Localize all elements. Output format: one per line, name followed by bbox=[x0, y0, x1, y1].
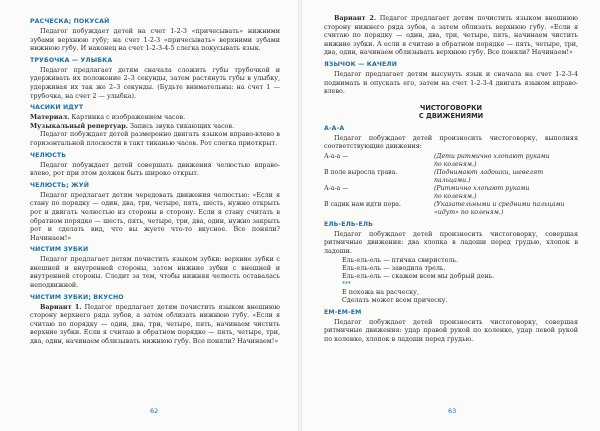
section-heading-chistim-zubki-vkusno: ЧИСТИМ ЗУБКИ; ВКУСНО bbox=[30, 293, 124, 301]
music-text: Запись звука тикающих часов. bbox=[127, 121, 235, 130]
material-label: Материал. bbox=[30, 113, 70, 122]
poem-line: Е похожа на расческу, bbox=[342, 287, 419, 296]
asterism: *** bbox=[342, 280, 351, 288]
section-text-chelyust: Педагог побуждает детей совершать движения челюстью вправо-влево, рот при этом должен быть широко открыт. bbox=[30, 160, 280, 178]
variant-2-label: Вариант 2. bbox=[334, 14, 377, 22]
verse-table bbox=[324, 153, 578, 217]
section-heading-em-em-em: ЕМ-ЕМ-ЕМ bbox=[324, 308, 362, 316]
poem-line: Сделать может всем прическу. bbox=[342, 296, 448, 305]
section-text-rascheska: Педагог побуждает детей на счет 1-2-3 «причесывать» нижними зубами верхнюю губу; на счет 1-2-3 «причесывать» верхними зубами нижнюю губу. И наконец на счет 1-2-3-4-5 слегка покусывать язык. bbox=[30, 27, 280, 53]
poem-line: Ель-ель-ель — птичка свиристель. bbox=[342, 255, 458, 264]
variant-1-label: Вариант 1. bbox=[40, 302, 82, 311]
section-text-chelyust-zhuy: Педагог предлагает детям чередовать движения челюстью: «Если я стану по порядку — один, два, три, четыре, пять, шесть, нужно открыть рот и двигать челюстью из стороны в сторону. Если я стану считать в обратном порядке — шесть, пять, четыре, три, два, один, нужно закрыть рот и сделать вид, что вы жуете что-то вкусное. Все поняли? Начинаем!» bbox=[30, 190, 280, 242]
music-label: Музыкальный репертуар. bbox=[30, 121, 128, 130]
music-line bbox=[30, 122, 280, 131]
left-column bbox=[30, 14, 280, 346]
poem-line: Ель-ель-ель — заводила трель. bbox=[342, 263, 446, 272]
verse-row: «идут» по коленям.) bbox=[434, 208, 504, 216]
section-heading-chelyust-zhuy: ЧЕЛЮСТЬ; ЖУЙ bbox=[30, 181, 90, 189]
page-number-right: 63 bbox=[448, 407, 457, 415]
verse-row: В садик нам идти пора. (Указательными и средними пальцами bbox=[324, 200, 565, 208]
section-text-em-em-em: Педагог побуждает детей произносить чистоговорку, совершая ритмичные движения: удар правой рукой по коленке, удар левой рукой по коленке, хлопок в ладоши перед грудью. bbox=[324, 317, 578, 343]
verse-row: А-а-а — (Ритмично хлопают руками bbox=[324, 184, 530, 192]
section-heading-el-el-el: ЕЛЬ-ЕЛЬ-ЕЛЬ bbox=[324, 220, 374, 228]
chapter-title-line-1: ЧИСТОГОВОРКИ bbox=[420, 103, 482, 112]
section-heading-chistim-zubki: ЧИСТИМ ЗУБКИ bbox=[30, 246, 89, 254]
material-text: Картинка с изображением часов. bbox=[69, 113, 186, 122]
section-text-chistim-zubki: Педагог предлагает детям почистить языком зубки: верхние зубки с внешней и внутренней стороны, затем нижние зубки с внешней и внутренней стороны. Следит за тем, чтобы нижняя челюсть оставалась неподвижной. bbox=[30, 255, 280, 290]
section-intro-el-el-el: Педагог побуждает детей произносить чистоговорку, совершая ритмичные движения: два хлопка в ладоши перед грудью, хлопок в ладоши. bbox=[324, 229, 578, 255]
section-heading-a-a-a: А-А-А bbox=[324, 124, 345, 132]
section-intro-a-a-a: Педагог побуждает детей произносить чистоговорку, выполняя соответствующие движения: bbox=[324, 133, 578, 151]
poem-line: Ель-ель-ель — скажем всем мы добрый день. bbox=[342, 272, 495, 281]
verse-row: В поле выросла трава. (Поднимают ладошки, шевелят пальцами.) bbox=[324, 168, 544, 184]
right-page bbox=[302, 0, 600, 431]
verse-row: по коленям.) bbox=[434, 192, 477, 200]
verse-row: по коленям.) bbox=[434, 160, 477, 168]
left-page bbox=[0, 0, 298, 431]
verse-row: А-а-а — (Дети ритмично хлопают руками bbox=[324, 152, 550, 160]
right-column bbox=[324, 14, 578, 343]
page-number-left: 62 bbox=[150, 407, 159, 415]
variant-2-text: Педагог предлагает детям почистить языком внешнюю сторону нижнего ряда зубов, а затем облизать верхнюю губу. «Если я считаю по порядку — один, два, три, четыре, пять, начинаем чистить нижние зубки. А если я считаю в обратном порядке — пять, четыре, три, два, один, начинаем облизывать верхнюю губу. Все поняли? Начинаем!» bbox=[324, 14, 578, 57]
section-text-chasiki: Педагог побуждает детей размеренно двигать языком вправо-влево в горизонтальной плоскости в такт тиканью часов. Рот слегка приоткрыт. bbox=[30, 130, 280, 147]
chapter-title bbox=[324, 104, 578, 121]
section-heading-trubochka: ТРУБОЧКА — УЛЫБКА bbox=[30, 56, 113, 64]
variant-1-text: Педагог предлагает детям почистить языком внешнюю сторону верхнего ряда зубов, а затем облизать нижнюю губу. «Если я считаю по порядку — один, два, три, четыре, пять, начинаем чистить верхние зубки. Если я считаю в обратном порядке — пять, четыре, три, два, один, начинаем облизывать нижнюю губу. Все поняли? Начинаем!» bbox=[30, 302, 280, 346]
section-text-trubochka: Педагог предлагает детям сначала сложить губы трубочкой и удерживать их положение 2–3 секунды, затем растянуть губы в улыбку, удерживая их так же 2–3 секунды. (Будьте внимательны: на счет 1 — трубочка, на счет 2 — улыбка). bbox=[30, 65, 280, 100]
section-heading-chelyust: ЧЕЛЮСТЬ bbox=[30, 151, 67, 159]
section-heading-yazychok: ЯЗЫЧОК — КАЧЕЛИ bbox=[324, 60, 398, 68]
section-heading-rascheska: РАСЧЕСКА; ПОКУСАЙ bbox=[30, 18, 110, 25]
variant-1-paragraph bbox=[30, 303, 280, 346]
section-heading-chasiki: ЧАСИКИ ИДУТ bbox=[30, 104, 84, 112]
section-text-yazychok: Педагог предлагает детям высунуть язык и сначала на счет 1-2-3-4 поднимать и опускать его, затем на счет 1-2-3-4 двигать языком вправо-влево. bbox=[324, 69, 578, 96]
material-line bbox=[30, 113, 280, 122]
chapter-title-line-2: С ДВИЖЕНИЯМИ bbox=[418, 112, 484, 121]
variant-2-paragraph bbox=[324, 14, 578, 57]
